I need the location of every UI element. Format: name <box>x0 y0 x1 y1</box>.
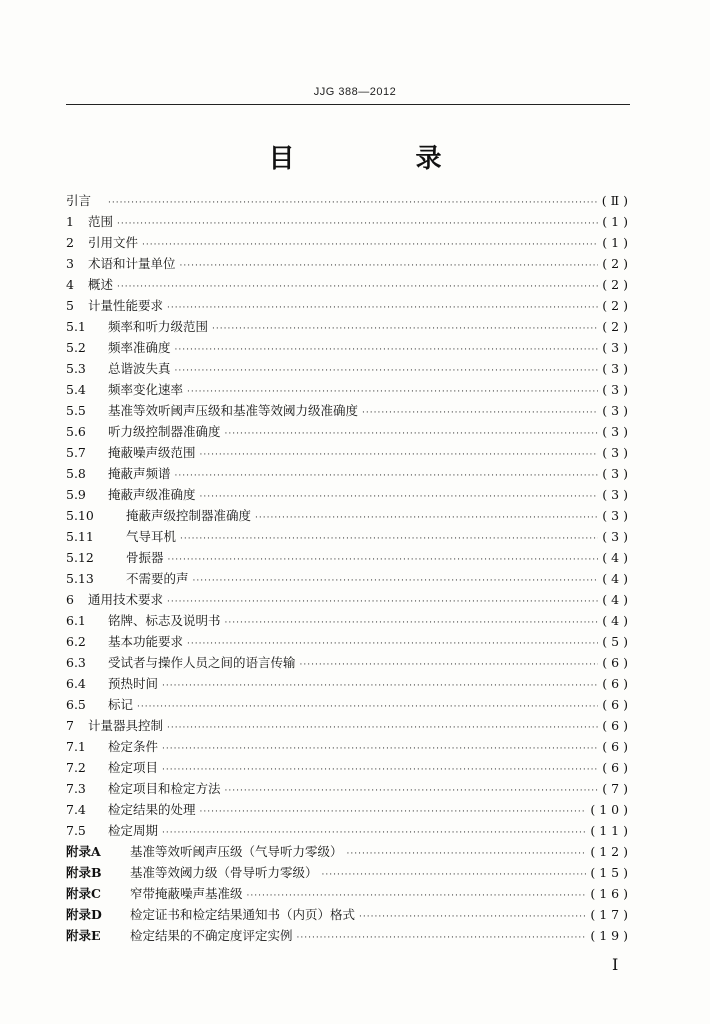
toc-entry-number: 5.13 <box>66 571 94 586</box>
toc-entry-number: 5.1 <box>66 319 86 334</box>
toc-entry[interactable] <box>66 589 632 610</box>
toc-entry-label: 概述 <box>88 277 114 292</box>
toc-leader-dots <box>362 403 598 424</box>
toc-entry-label: 检定证书和检定结果通知书（内页）格式 <box>130 907 356 922</box>
toc-entry-page: (6) <box>602 760 632 775</box>
toc-entry[interactable] <box>66 232 632 253</box>
toc-entry[interactable] <box>66 274 632 295</box>
toc-entry[interactable] <box>66 358 632 379</box>
toc-entry[interactable] <box>66 757 632 778</box>
toc-entry[interactable] <box>66 295 632 316</box>
toc-entry-label: 引用文件 <box>88 235 139 250</box>
toc-entry-number: 7.5 <box>66 823 86 838</box>
toc-entry[interactable] <box>66 715 632 736</box>
toc-entry-page: (4) <box>602 571 632 586</box>
toc-leader-dots <box>300 655 599 676</box>
toc-entry-number: 附录E <box>66 928 101 943</box>
toc-entry-label: 基准等效听阈声压级（气导听力零级） <box>130 844 343 859</box>
toc-entry-number: 附录B <box>66 865 102 880</box>
toc-entry[interactable] <box>66 547 632 568</box>
toc-entry-page: (7) <box>602 781 632 796</box>
toc-entry-page: (3) <box>602 445 632 460</box>
toc-entry-page: (3) <box>602 508 632 523</box>
toc-entry-number: 6 <box>66 592 74 607</box>
toc-entry[interactable] <box>66 442 632 463</box>
toc-entry-label: 窄带掩蔽噪声基准级 <box>130 886 243 901</box>
toc-entry[interactable] <box>66 526 632 547</box>
toc-entry-label: 范围 <box>88 214 114 229</box>
toc-entry[interactable] <box>66 379 632 400</box>
toc-entry-page: (17) <box>590 907 632 922</box>
toc-entry-label: 掩蔽声级控制器准确度 <box>126 508 252 523</box>
toc-entry-page: (3) <box>602 361 632 376</box>
toc-entry-label: 通用技术要求 <box>88 592 164 607</box>
toc-leader-dots <box>200 487 599 508</box>
toc-entry[interactable] <box>66 505 632 526</box>
toc-entry-label: 掩蔽噪声级范围 <box>108 445 196 460</box>
toc-entry-page: (3) <box>602 466 632 481</box>
toc-entry[interactable] <box>66 778 632 799</box>
toc-entry-page: (4) <box>602 613 632 628</box>
toc-entry[interactable] <box>66 841 632 862</box>
toc-leader-dots <box>175 340 599 361</box>
toc-entry-label: 不需要的声 <box>126 571 189 586</box>
toc-entry-label: 气导耳机 <box>126 529 177 544</box>
toc-entry[interactable] <box>66 862 632 883</box>
toc-entry-label: 检定条件 <box>108 739 159 754</box>
document-code-header: JJG 388—2012 <box>313 86 397 98</box>
toc-entry-number: 6.5 <box>66 697 86 712</box>
toc-entry-number: 7.2 <box>66 760 86 775</box>
toc-entry-label: 基本功能要求 <box>108 634 184 649</box>
toc-entry-number: 5.12 <box>66 550 94 565</box>
toc-leader-dots <box>359 907 586 928</box>
toc-leader-dots <box>225 781 599 802</box>
toc-entry-number: 5.8 <box>66 466 86 481</box>
toc-leader-dots <box>225 613 599 634</box>
toc-entry-number: 7.4 <box>66 802 86 817</box>
toc-entry[interactable] <box>66 799 632 820</box>
toc-entry[interactable] <box>66 736 632 757</box>
toc-entry-number: 7.3 <box>66 781 86 796</box>
toc-leader-dots <box>297 928 587 949</box>
toc-leader-dots <box>180 529 598 550</box>
toc-entry-page: (1) <box>602 235 632 250</box>
toc-leader-dots <box>162 676 598 697</box>
toc-entry-number: 5.10 <box>66 508 94 523</box>
toc-entry[interactable] <box>66 190 632 211</box>
toc-entry-number: 5.11 <box>66 529 94 544</box>
toc-entry-page: (15) <box>590 865 632 880</box>
toc-entry[interactable] <box>66 253 632 274</box>
toc-entry-label: 标记 <box>108 697 134 712</box>
toc-entry-page: (2) <box>602 298 632 313</box>
toc-entry-label: 掩蔽声频谱 <box>108 466 171 481</box>
toc-entry-number: 6.1 <box>66 613 86 628</box>
toc-entry-number: 2 <box>66 235 74 250</box>
toc-entry-number: 3 <box>66 256 74 271</box>
page-title: 目 录 <box>268 144 498 174</box>
toc-entry[interactable] <box>66 883 632 904</box>
toc-entry-label: 铭牌、标志及说明书 <box>108 613 221 628</box>
toc-entry-page: (6) <box>602 739 632 754</box>
toc-entry-label: 检定结果的不确定度评定实例 <box>130 928 293 943</box>
toc-leader-dots <box>200 802 587 823</box>
toc-entry[interactable] <box>66 652 632 673</box>
toc-entry[interactable] <box>66 925 632 946</box>
toc-entry-page: (10) <box>590 802 632 817</box>
toc-entry-page: (Ⅱ) <box>601 193 632 208</box>
toc-entry-page: (6) <box>602 655 632 670</box>
toc-entry-number: 附录C <box>66 886 101 901</box>
toc-entry-number: 6.3 <box>66 655 86 670</box>
toc-leader-dots <box>322 865 587 886</box>
toc-entry[interactable] <box>66 337 632 358</box>
toc-entry-label: 检定周期 <box>108 823 159 838</box>
toc-entry-page: (1) <box>602 214 632 229</box>
toc-entry-number: 5.4 <box>66 382 86 397</box>
toc-leader-dots <box>167 718 598 739</box>
toc-entry-label: 骨振器 <box>126 550 164 565</box>
toc-leader-dots <box>162 739 598 760</box>
toc-entry-number: 引言 <box>66 193 92 208</box>
toc-entry[interactable] <box>66 316 632 337</box>
toc-leader-dots <box>225 424 599 445</box>
toc-leader-dots <box>167 298 598 319</box>
toc-entry-page: (4) <box>602 550 632 565</box>
toc-leader-dots <box>193 571 599 592</box>
toc-entry-number: 6.4 <box>66 676 86 691</box>
toc-entry-number: 7.1 <box>66 739 86 754</box>
toc-entry[interactable] <box>66 904 632 925</box>
table-of-contents <box>66 190 632 946</box>
toc-entry-page: (3) <box>602 487 632 502</box>
toc-entry[interactable] <box>66 463 632 484</box>
toc-entry-number: 5.7 <box>66 445 86 460</box>
toc-entry-page: (2) <box>602 319 632 334</box>
toc-entry-page: (11) <box>590 823 632 838</box>
toc-entry-number: 附录D <box>66 907 102 922</box>
toc-entry[interactable] <box>66 484 632 505</box>
toc-leader-dots <box>200 445 599 466</box>
toc-entry-label: 频率准确度 <box>108 340 171 355</box>
toc-leader-dots <box>117 277 598 298</box>
toc-leader-dots <box>175 466 599 487</box>
toc-entry-page: (19) <box>590 928 632 943</box>
toc-entry-label: 受试者与操作人员之间的语言传输 <box>108 655 296 670</box>
toc-entry-page: (2) <box>602 277 632 292</box>
toc-entry-page: (6) <box>602 718 632 733</box>
toc-entry-page: (5) <box>602 634 632 649</box>
toc-entry-label: 基准等效听阈声压级和基准等效阈力级准确度 <box>108 403 359 418</box>
toc-entry[interactable] <box>66 568 632 589</box>
toc-leader-dots <box>168 550 599 571</box>
toc-leader-dots <box>212 319 598 340</box>
toc-entry-page: (2) <box>602 256 632 271</box>
toc-entry[interactable] <box>66 673 632 694</box>
toc-leader-dots <box>167 592 598 613</box>
toc-entry-label: 预热时间 <box>108 676 159 691</box>
toc-entry-label: 计量器具控制 <box>88 718 164 733</box>
toc-leader-dots <box>142 235 598 256</box>
toc-entry[interactable] <box>66 211 632 232</box>
toc-leader-dots <box>137 697 598 718</box>
toc-entry[interactable] <box>66 421 632 442</box>
toc-leader-dots <box>175 361 599 382</box>
toc-entry-label: 检定项目 <box>108 760 159 775</box>
toc-entry-label: 频率变化速率 <box>108 382 184 397</box>
header-rule <box>66 104 630 105</box>
toc-entry[interactable] <box>66 610 632 631</box>
toc-entry[interactable] <box>66 820 632 841</box>
toc-entry-number: 5.2 <box>66 340 86 355</box>
toc-entry-page: (4) <box>602 592 632 607</box>
toc-entry-page: (3) <box>602 529 632 544</box>
toc-leader-dots <box>180 256 599 277</box>
toc-entry[interactable] <box>66 631 632 652</box>
toc-entry-page: (3) <box>602 424 632 439</box>
toc-entry-label: 检定项目和检定方法 <box>108 781 221 796</box>
toc-leader-dots <box>255 508 598 529</box>
toc-entry-number: 7 <box>66 718 74 733</box>
toc-entry-label: 听力级控制器准确度 <box>108 424 221 439</box>
toc-entry[interactable] <box>66 400 632 421</box>
toc-entry[interactable] <box>66 694 632 715</box>
toc-entry-number: 5 <box>66 298 74 313</box>
toc-entry-label: 计量性能要求 <box>88 298 164 313</box>
toc-entry-label: 术语和计量单位 <box>88 256 176 271</box>
toc-entry-number: 6.2 <box>66 634 86 649</box>
toc-entry-label: 总谐波失真 <box>108 361 171 376</box>
toc-entry-number: 1 <box>66 214 74 229</box>
toc-leader-dots <box>162 760 598 781</box>
toc-entry-label: 掩蔽声级准确度 <box>108 487 196 502</box>
toc-entry-page: (12) <box>590 844 632 859</box>
toc-entry-page: (3) <box>602 340 632 355</box>
toc-entry-label: 检定结果的处理 <box>108 802 196 817</box>
toc-entry-label: 频率和听力级范围 <box>108 319 209 334</box>
toc-entry-page: (6) <box>602 676 632 691</box>
toc-leader-dots <box>347 844 587 865</box>
toc-entry-page: (6) <box>602 697 632 712</box>
toc-entry-number: 4 <box>66 277 74 292</box>
toc-entry-page: (3) <box>602 403 632 418</box>
toc-entry-number: 5.9 <box>66 487 86 502</box>
toc-entry-page: (3) <box>602 382 632 397</box>
toc-leader-dots <box>108 193 598 214</box>
toc-entry-number: 5.6 <box>66 424 86 439</box>
page-number: I <box>612 955 619 974</box>
toc-entry-number: 5.3 <box>66 361 86 376</box>
toc-leader-dots <box>117 214 598 235</box>
toc-entry-number: 附录A <box>66 844 101 859</box>
toc-entry-label: 基准等效阈力级（骨导听力零级） <box>130 865 318 880</box>
toc-entry-number: 5.5 <box>66 403 86 418</box>
toc-entry-page: (16) <box>590 886 632 901</box>
